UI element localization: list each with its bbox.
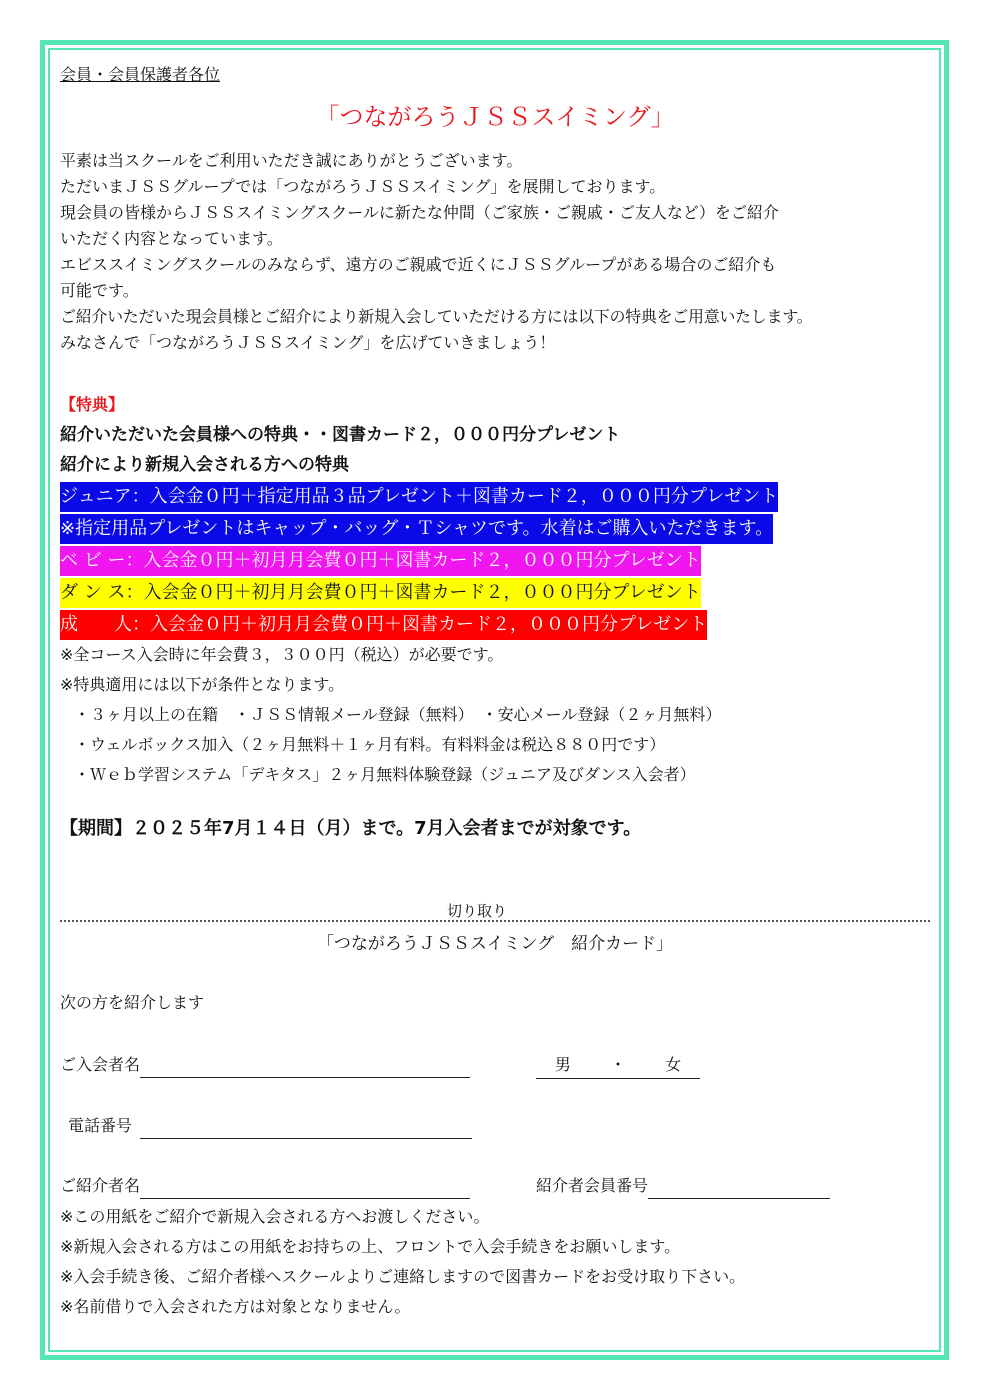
footer-note: ※名前借りで入会された方は対象となりません。 bbox=[60, 1297, 411, 1316]
intro-line: みなさんで「つながろうＪＳＳスイミング」を広げていきましょう！ bbox=[60, 333, 556, 352]
condition-item: ・３ヶ月以上の在籍 ・ＪＳＳ情報メール登録（無料） ・安心メール登録（２ヶ月無料） bbox=[74, 705, 722, 724]
condition-item: ・Ｗｅｂ学習システム「デキタス」２ヶ月無料体験登録（ジュニア及びダンス入会者） bbox=[74, 765, 696, 784]
phone-field[interactable] bbox=[140, 1118, 472, 1139]
referral-card-title: 「つながろうＪＳＳスイミング 紹介カード」 bbox=[316, 934, 674, 954]
referrer-perk: 紹介いただいた会員様への特典・・図書カード２，０００円分プレゼント bbox=[60, 425, 621, 445]
new-member-name-label: ご入会者名 bbox=[60, 1055, 141, 1074]
referrer-number-field[interactable] bbox=[648, 1178, 830, 1199]
flyer-content bbox=[60, 62, 930, 842]
gender-male[interactable]: 男 bbox=[554, 1055, 571, 1074]
phone-row bbox=[68, 1113, 472, 1139]
salutation: 会員・会員保護者各位 bbox=[60, 65, 221, 84]
intro-line: 現会員の皆様からＪＳＳスイミングスクールに新たな仲間（ご家族・ご親戚・ご友人など）をご紹介 bbox=[60, 203, 779, 222]
intro-text bbox=[60, 148, 930, 356]
annual-fee-note: ※全コース入会時に年会費３，３００円（税込）が必要です。 bbox=[60, 645, 504, 664]
new-member-name-row bbox=[60, 1052, 470, 1078]
cut-label: 切り取り bbox=[447, 902, 508, 920]
page-title: 「つながろうＪＳＳスイミング」 bbox=[315, 103, 675, 131]
junior-perk-note: ※指定用品プレゼントはキャップ・バッグ・Ｔシャツです。水着はご購入いただきます。 bbox=[60, 514, 773, 544]
dance-perk: ダ ン ス：入会金０円＋初月月会費０円＋図書カード２，０００円分プレゼント bbox=[60, 578, 701, 608]
referrer-number-row bbox=[536, 1173, 830, 1199]
new-member-name-field[interactable] bbox=[140, 1057, 470, 1078]
referrer-name-field[interactable] bbox=[140, 1178, 470, 1199]
footer-note: ※入会手続き後、ご紹介者様へスクールよりご連絡しますので図書カードをお受け取り下さい。 bbox=[60, 1267, 746, 1286]
intro-line: ただいまＪＳＳグループでは「つながろうＪＳＳスイミング」を展開しております。 bbox=[60, 177, 666, 196]
intro-line: 平素は当スクールをご利用いただき誠にありがとうございます。 bbox=[60, 151, 523, 170]
campaign-period: 【期間】２０２５年7月１４日（月）まで。7月入会者までが対象です。 bbox=[60, 818, 642, 839]
footer-note: ※新規入会される方はこの用紙をお持ちの上、フロントで入会手続きをお願いします。 bbox=[60, 1237, 681, 1256]
cut-line-section bbox=[60, 902, 930, 922]
referral-card-intro: 次の方を紹介します bbox=[60, 993, 205, 1012]
junior-perk: ジュニア：入会金０円＋指定用品３品プレゼント＋図書カード２，０００円分プレゼント bbox=[60, 482, 778, 512]
conditions-heading: ※特典適用には以下が条件となります。 bbox=[60, 675, 345, 694]
phone-label: 電話番号 bbox=[68, 1116, 133, 1135]
condition-item: ・ウェルボックス加入（２ヶ月無料＋１ヶ月有料。有料料金は税込８８０円です） bbox=[74, 735, 666, 754]
gender-female[interactable]: 女 bbox=[665, 1055, 682, 1074]
referrer-name-row bbox=[60, 1173, 470, 1199]
intro-line: いただく内容となっています。 bbox=[60, 229, 283, 248]
dotted-cut-line bbox=[60, 920, 930, 922]
gender-separator: ・ bbox=[609, 1055, 626, 1074]
footer-note: ※この用紙をご紹介で新規入会される方へお渡しください。 bbox=[60, 1207, 490, 1226]
footer-notes bbox=[60, 1202, 745, 1322]
referrer-number-label: 紹介者会員番号 bbox=[536, 1176, 649, 1195]
intro-line: 可能です。 bbox=[60, 281, 139, 300]
referrer-name-label: ご紹介者名 bbox=[60, 1176, 141, 1195]
intro-line: エビススイミングスクールのみならず、遠方のご親戚で近くにＪＳＳグループがある場合のご紹介も bbox=[60, 255, 777, 274]
gender-choice[interactable] bbox=[536, 1052, 700, 1079]
intro-line: ご紹介いただいた現会員様とご紹介により新規入会していただける方には以下の特典をご用意いたします。 bbox=[60, 307, 813, 326]
adult-perk: 成 人：入会金０円＋初月月会費０円＋図書カード２，０００円分プレゼント bbox=[60, 610, 707, 640]
newcomer-perk-heading: 紹介により新規入会される方への特典 bbox=[60, 455, 349, 475]
baby-perk: ベ ビ ー：入会金０円＋初月月会費０円＋図書カード２，０００円分プレゼント bbox=[60, 546, 701, 576]
perks-heading: 【特典】 bbox=[60, 395, 125, 414]
